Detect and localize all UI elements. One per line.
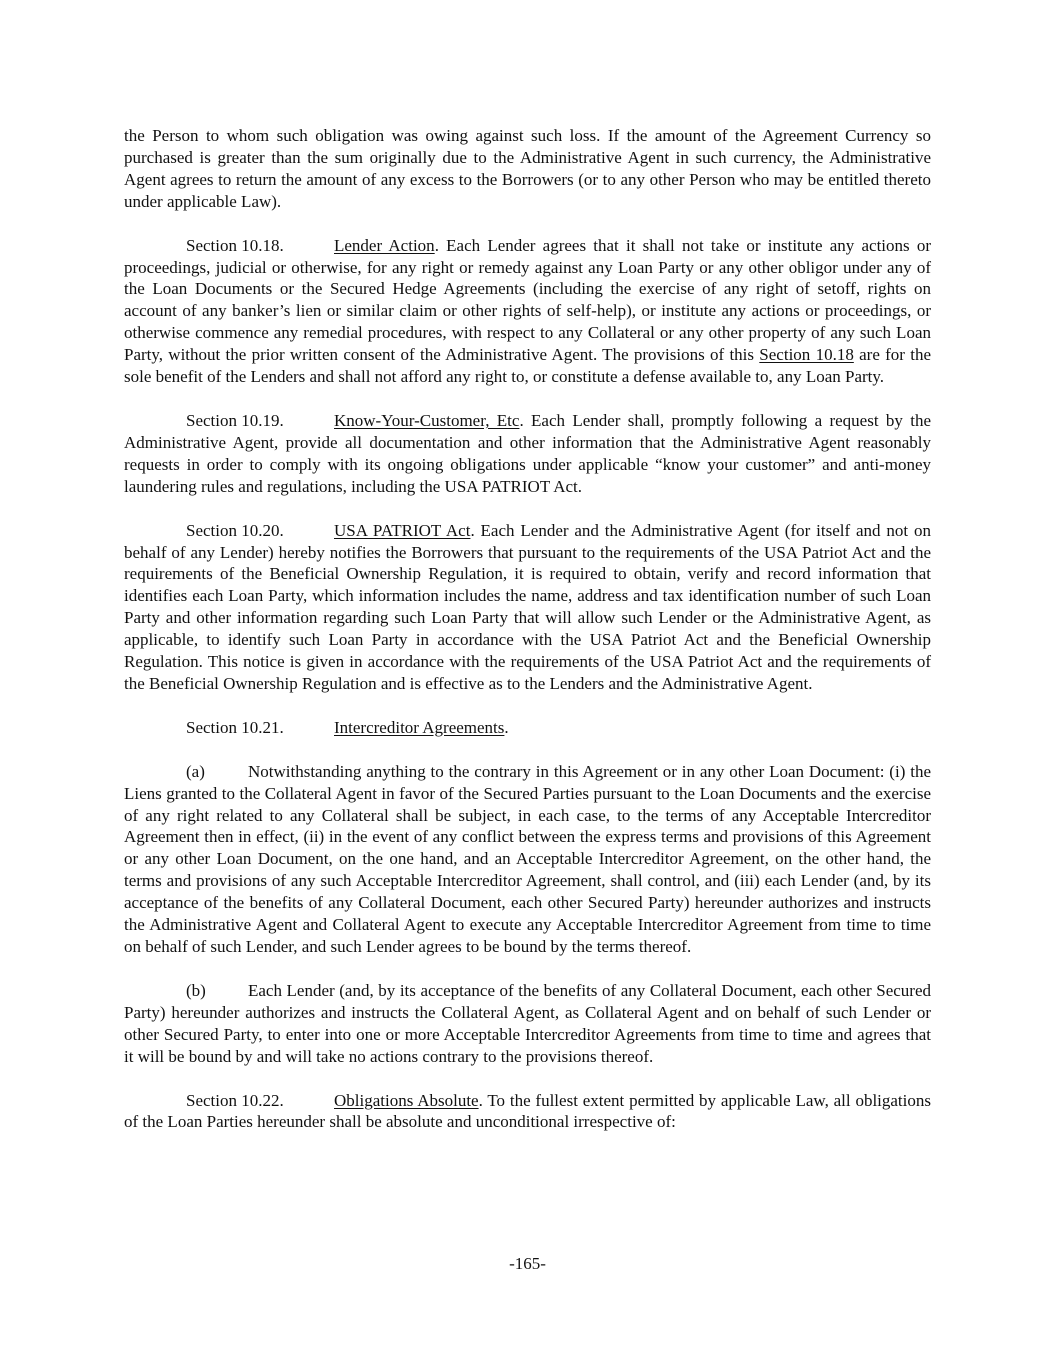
section-10-22 bbox=[124, 1090, 931, 1134]
section-body-continued: are for the sole benefit of the Lenders and shall not afford any right to, or constitute a defense available to, any Loan Party. bbox=[124, 345, 932, 387]
section-number: Section 10.22. bbox=[186, 1090, 284, 1110]
section-10-18 bbox=[124, 235, 931, 388]
section-body: . To the fullest extent permitted by applicable Law, all obligations of the Loan Parties hereunder shall be absolute and unconditional irrespective of: bbox=[124, 1090, 931, 1132]
page-number: -165- bbox=[509, 1254, 546, 1273]
section-body: . Each Lender shall, promptly following a request by the Administrative Agent, provide all documentation and other information that the Administrative Agent reasonably requests in order to comply with its ongoing obligations under applicable “know your customer” and anti-money laundering rules and regulations, including the USA PATRIOT Act. bbox=[124, 410, 931, 496]
section-title: Obligations Absolute bbox=[334, 1090, 479, 1110]
clause-body: Each Lender (and, by its acceptance of the benefits of any Collateral Document, each other Secured Party) hereunder authorizes and instructs the Collateral Agent, as Collateral Agent and on behalf of such Lender or other Secured Party, to enter into one or more Acceptable Intercreditor Agreements from time to time and agrees that it will be bound by and will take no actions contrary to the provisions thereof. bbox=[124, 980, 931, 1066]
section-number: Section 10.18. bbox=[186, 235, 284, 255]
section-body: . bbox=[504, 717, 509, 737]
paragraph-continuation: the Person to whom such obligation was owing against such loss. If the amount of the Agreement Currency so purchased is greater than the sum originally due to the Administrative Agent in such currency, the Administrative Agent agrees to return the amount of any excess to the Borrowers (or to any other Person who may be entitled thereto under applicable Law). bbox=[124, 126, 931, 211]
section-number: Section 10.21. bbox=[186, 717, 284, 737]
section-10-21-clause-b bbox=[124, 980, 931, 1068]
section-title: Know-Your-Customer, Etc bbox=[334, 410, 520, 430]
clause-label: (a) bbox=[186, 761, 205, 781]
section-10-19 bbox=[124, 410, 931, 498]
section-10-20 bbox=[124, 520, 931, 695]
section-title: Lender Action bbox=[334, 235, 435, 255]
section-10-21-clause-a bbox=[124, 761, 931, 958]
section-cross-reference: Section 10.18 bbox=[759, 345, 854, 365]
section-title: USA PATRIOT Act bbox=[334, 520, 471, 540]
section-body: . Each Lender and the Administrative Agent (for itself and not on behalf of any Lender) hereby notifies the Borrowers that pursuant to the requirements of the USA Patriot Act and the requirements of the Beneficial Ownership Regulation, it is required to obtain, verify and record information that identifies each Loan Party, which information includes the name, address and tax identification number of such Loan Party and other information regarding such Loan Party that will allow such Lender or the Administrative Agent, as applicable, to identify such Loan Party in accordance with the USA Patriot Act and the Beneficial Ownership Regulation. This notice is given in accordance with the requirements of the USA Patriot Act and the requirements of the Beneficial Ownership Regulation and is effective as to the Lenders and the Administrative Agent. bbox=[124, 520, 932, 693]
section-title: Intercreditor Agreements bbox=[334, 717, 505, 737]
clause-label: (b) bbox=[186, 980, 206, 1000]
section-number: Section 10.19. bbox=[186, 410, 284, 430]
section-body: . Each Lender agrees that it shall not take or institute any actions or proceedings, judicial or otherwise, for any right or remedy against any Loan Party or any other obligor under any of the Loan Documents or the Secured Hedge Agreements (including the exercise of any right of setoff, rights on account of any banker’s lien or similar claim or other rights of self-help), or institute any actions or proceedings, or otherwise commence any remedial procedures, with respect to any Collateral or any other property of any such Loan Party, without the prior written consent of the Administrative Agent. The provisions of this bbox=[124, 235, 932, 365]
clause-body: Notwithstanding anything to the contrary in this Agreement or in any other Loan Document: (i) the Liens granted to the Collateral Agent in favor of the Secured Parties pursuant to the Loan Documents and the exercise of any right related to any Collateral shall be subject, in each case, to the terms of any Acceptable Intercreditor Agreement then in effect, (ii) in the event of any conflict between the express terms and provisions of this Agreement or any other Loan Document, on the one hand, and an Acceptable Intercreditor Agreement, on the other hand, the terms and provisions of any such Acceptable Intercreditor Agreement, shall control, and (iii) each Lender (and, by its acceptance of the benefits of any Collateral Document, each other Secured Party) hereunder authorizes and instructs the Administrative Agent and Collateral Agent to execute any Acceptable Intercreditor Agreement from time to time on behalf of such Lender, and such Lender agrees to be bound by the terms thereof. bbox=[124, 761, 931, 956]
document-page bbox=[124, 125, 931, 1155]
section-10-21 bbox=[124, 717, 931, 739]
section-number: Section 10.20. bbox=[186, 520, 284, 540]
